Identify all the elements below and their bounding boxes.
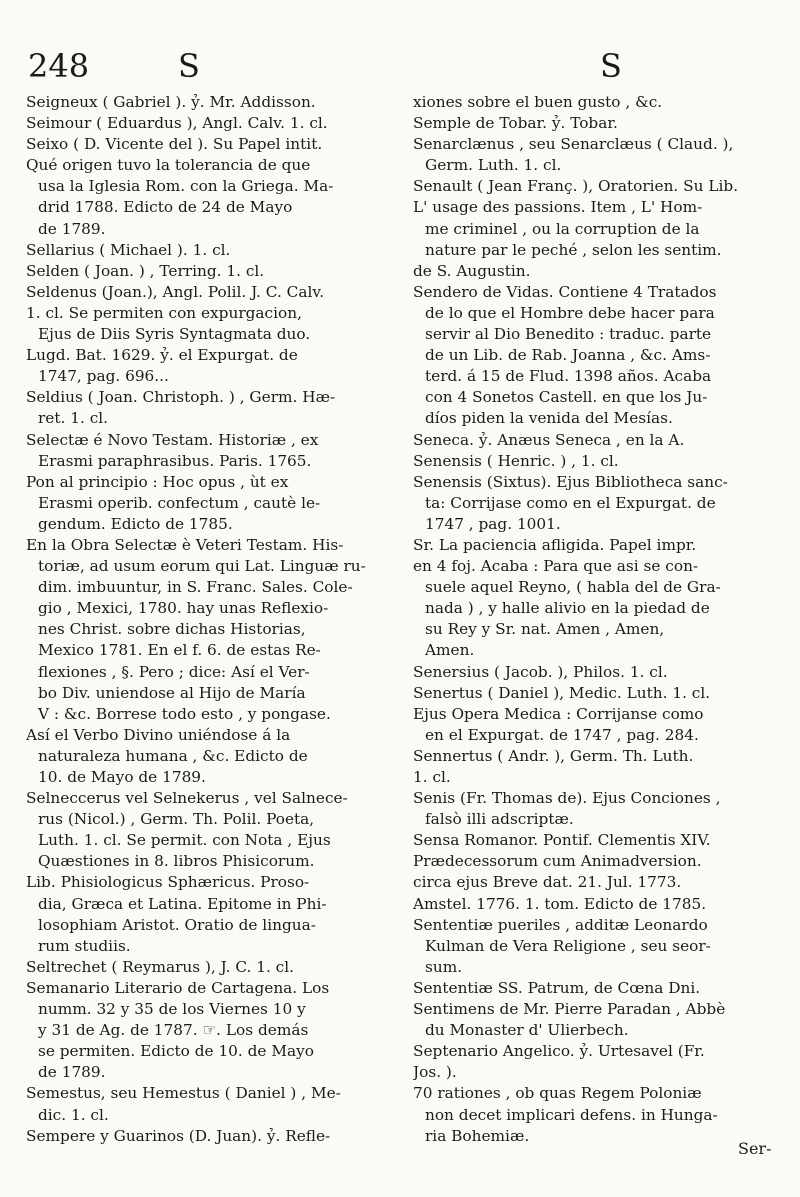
text-line: naturaleza humana , &c. Edicto de xyxy=(38,746,308,765)
text-line: y 31 de Ag. de 1787. ☞. Los demás xyxy=(38,1021,309,1040)
catchword: Ser- xyxy=(738,1139,772,1158)
text-line: Germ. Luth. 1. cl. xyxy=(425,156,562,175)
text-line: en 4 foj. Acaba : Para que asi se con- xyxy=(413,557,699,576)
text-line: Amen. xyxy=(425,641,475,660)
text-line: xiones sobre el buen gusto , &c. xyxy=(413,93,663,111)
text-line: nature par le peché , selon les sentim. xyxy=(425,240,722,259)
text-line: gio , Mexici, 1780. hay unas Reflexio- xyxy=(38,599,329,618)
text-line: Semple de Tobar. ỷ. Tobar. xyxy=(413,114,618,133)
text-line: flexiones , §. Pero ; dice: Así el Ver- xyxy=(38,662,310,681)
text-line: se permiten. Edicto de 10. de Mayo xyxy=(38,1042,314,1061)
text-line: dic. 1. cl. xyxy=(38,1105,109,1124)
text-line: L' usage des passions. Item , L' Hom- xyxy=(413,198,703,217)
text-line: 1. cl. xyxy=(413,768,451,786)
text-line: de lo que el Hombre debe hacer para xyxy=(425,303,715,322)
text-line: Jos. ). xyxy=(413,1063,457,1082)
text-line: ret. 1. cl. xyxy=(38,409,109,428)
text-line: de 1789. xyxy=(38,219,106,238)
text-line: Seneca. ỷ. Anæus Seneca , en la A. xyxy=(413,430,685,449)
running-head-letter-right: S xyxy=(600,47,622,85)
right-column xyxy=(413,92,769,1147)
text-line: 1747, pag. 696... xyxy=(38,367,169,386)
text-line: Ejus de Diis Syris Syntagmata duo. xyxy=(38,325,311,344)
text-line: 70 rationes , ob quas Regem Poloniæ xyxy=(413,1084,702,1103)
text-line: Seldenus (Joan.), Angl. Polil. J. C. Calv. xyxy=(26,282,325,301)
text-line: En la Obra Selectæ è Veteri Testam. His- xyxy=(26,535,344,554)
text-line: dia, Græca et Latina. Epitome in Phi- xyxy=(38,894,327,913)
text-line: Sennertus ( Andr. ), Germ. Th. Luth. xyxy=(413,746,694,765)
text-line: Senensis (Sixtus). Ejus Bibliotheca sanc- xyxy=(413,472,728,491)
text-line: Seldius ( Joan. Christoph. ) , Germ. Hæ- xyxy=(26,388,336,407)
text-line: losophiam Aristot. Oratio de lingua- xyxy=(38,915,316,934)
text-line: Seltrechet ( Reymarus ), J. C. 1. cl. xyxy=(26,957,294,976)
text-line: Sellarius ( Michael ). 1. cl. xyxy=(26,240,231,259)
text-line: Seixo ( D. Vicente del ). Su Papel intit. xyxy=(26,135,323,154)
text-line: Sensa Romanor. Pontif. Clementis XIV. xyxy=(413,831,711,850)
text-line: Amstel. 1776. 1. tom. Edicto de 1785. xyxy=(413,894,707,913)
text-line: usa la Iglesia Rom. con la Griega. Ma- xyxy=(38,177,334,196)
left-column xyxy=(26,92,382,1147)
text-line: toriæ, ad usum eorum qui Lat. Linguæ ru- xyxy=(38,557,366,576)
text-line: Senault ( Jean Franç. ), Oratorien. Su Lib. xyxy=(413,177,739,196)
text-line: ta: Corrijase como en el Expurgat. de xyxy=(425,493,716,512)
text-line: me criminel , ou la corruption de la xyxy=(425,219,700,238)
text-line: Pon al principio : Hoc opus , ùt ex xyxy=(26,472,289,491)
text-line: Senensis ( Henric. ) , 1. cl. xyxy=(413,451,619,470)
text-line: Kulman de Vera Religione , seu seor- xyxy=(425,936,711,955)
text-line: du Monaster d' Ulierbech. xyxy=(425,1021,629,1040)
text-line: 1. cl. Se permiten con expurgacion, xyxy=(26,303,302,322)
text-line: bo Div. uniendose al Hijo de María xyxy=(38,683,306,702)
text-line: Semanario Literario de Cartagena. Los xyxy=(26,978,330,997)
text-line: Seigneux ( Gabriel ). ỷ. Mr. Addisson. xyxy=(26,93,316,111)
text-line: nes Christ. sobre dichas Historias, xyxy=(38,620,306,639)
page-number: 248 xyxy=(28,47,90,85)
text-line: Lugd. Bat. 1629. ỷ. el Expurgat. de xyxy=(26,346,298,365)
text-line: Septenario Angelico. ỷ. Urtesavel (Fr. xyxy=(413,1042,705,1061)
text-line: de S. Augustin. xyxy=(413,261,531,280)
text-line: sum. xyxy=(425,957,463,976)
text-line: 10. de Mayo de 1789. xyxy=(38,768,206,786)
text-line: falsò illi adscriptæ. xyxy=(425,810,574,829)
text-line: numm. 32 y 35 de los Viernes 10 y xyxy=(38,1000,306,1019)
text-line: Sentimens de Mr. Pierre Paradan , Abbè xyxy=(413,1000,726,1019)
text-line: suele aquel Reyno, ( habla del de Gra- xyxy=(425,578,721,597)
text-line: nada ) , y halle alivio en la piedad de xyxy=(425,599,710,618)
text-line: de un Lib. de Rab. Joanna , &c. Ams- xyxy=(425,346,711,365)
text-line: Selectæ é Novo Testam. Historiæ , ex xyxy=(26,430,319,449)
text-line: Sententiæ pueriles , additæ Leonardo xyxy=(413,915,708,934)
text-line: gendum. Edicto de 1785. xyxy=(38,514,233,533)
running-head-letter-left: S xyxy=(178,47,200,85)
text-line: Quæstiones in 8. libros Phisicorum. xyxy=(38,852,315,871)
text-line: Semestus, seu Hemestus ( Daniel ) , Me- xyxy=(26,1084,341,1103)
text-line: Seimour ( Eduardus ), Angl. Calv. 1. cl. xyxy=(26,114,328,133)
text-line: en el Expurgat. de 1747 , pag. 284. xyxy=(425,725,699,744)
text-line: Erasmi operib. confectum , cautè le- xyxy=(38,493,321,512)
text-line: rus (Nicol.) , Germ. Th. Polil. Poeta, xyxy=(38,810,315,829)
text-line: con 4 Sonetos Castell. en que los Ju- xyxy=(425,388,708,407)
text-line: díos piden la venida del Mesías. xyxy=(425,409,673,428)
text-line: ria Bohemiæ. xyxy=(425,1126,530,1145)
text-line: servir al Dio Benedito : traduc. parte xyxy=(425,325,712,344)
text-line: Sententiæ SS. Patrum, de Cœna Dni. xyxy=(413,978,701,997)
text-line: non decet implicari defens. in Hunga- xyxy=(425,1105,718,1124)
text-line: Prædecessorum cum Animadversion. xyxy=(413,852,702,871)
text-line: Senarclænus , seu Senarclæus ( Claud. ), xyxy=(413,135,734,154)
text-line: Mexico 1781. En el f. 6. de estas Re- xyxy=(38,641,321,660)
text-line: Sr. La paciencia afligida. Papel impr. xyxy=(413,535,697,554)
text-line: 1747 , pag. 1001. xyxy=(425,514,561,533)
text-line: Erasmi paraphrasibus. Paris. 1765. xyxy=(38,451,312,470)
text-line: Qué origen tuvo la tolerancia de que xyxy=(26,156,311,175)
text-line: Ejus Opera Medica : Corrijanse como xyxy=(413,704,704,723)
text-line: Selneccerus vel Selnekerus , vel Salnece- xyxy=(26,789,348,808)
text-line: drid 1788. Edicto de 24 de Mayo xyxy=(38,198,293,217)
text-line: dim. imbuuntur, in S. Franc. Sales. Cole- xyxy=(38,578,353,597)
text-line: Sempere y Guarinos (D. Juan). ỷ. Refle- xyxy=(26,1126,331,1145)
text-line: Lib. Phisiologicus Sphæricus. Proso- xyxy=(26,873,310,892)
text-line: Así el Verbo Divino uniéndose á la xyxy=(26,725,291,744)
text-line: de 1789. xyxy=(38,1063,106,1082)
text-line: Selden ( Joan. ) , Terring. 1. cl. xyxy=(26,261,265,280)
text-line: V : &c. Borrese todo esto , y pongase. xyxy=(38,704,331,723)
text-line: Luth. 1. cl. Se permit. con Nota , Ejus xyxy=(38,831,331,850)
text-line: rum studiis. xyxy=(38,936,131,955)
text-line: circa ejus Breve dat. 21. Jul. 1773. xyxy=(413,873,682,892)
text-line: terd. á 15 de Flud. 1398 años. Acaba xyxy=(425,367,712,386)
text-line: Senis (Fr. Thomas de). Ejus Conciones , xyxy=(413,789,721,808)
text-line: su Rey y Sr. nat. Amen , Amen, xyxy=(425,620,665,639)
text-line: Senersius ( Jacob. ), Philos. 1. cl. xyxy=(413,662,668,681)
text-line: Senertus ( Daniel ), Medic. Luth. 1. cl. xyxy=(413,683,711,702)
text-line: Sendero de Vidas. Contiene 4 Tratados xyxy=(413,282,717,301)
